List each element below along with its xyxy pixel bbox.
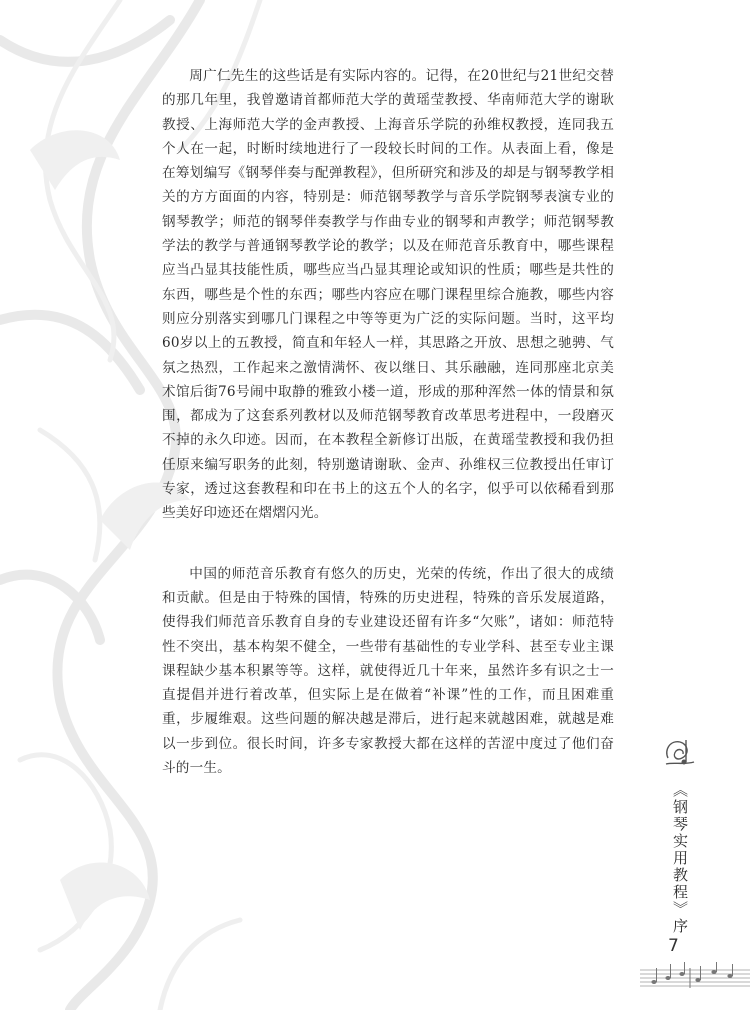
paragraph-2: 中国的师范音乐教育有悠久的历史，光荣的传统，作出了很大的成绩和贡献。但是由于特殊的国情，特殊的历史进程，特殊的音乐发展道路，使得我们师范音乐教育自身的专业建设还留有许多“欠账”，诸如：师范特性不突出，基本构架不健全，一些带有基础性的专业学科、甚至专业主课课程缺少基本积累等等。这样，就使得近几十年来，虽然许多有识之士一直提倡并进行着改革，但实际上是在做着“补课”性的工作，而且困难重重，步履维艰。这些问题的解决越是滞后，进行起来就越困难，就越是难以一步到位。很长时间，许多专家教授大都在这样的苦涩中度过了他们奋斗的一生。 (162, 565, 614, 777)
musical-score-emblem-icon (660, 732, 700, 772)
body-text (162, 64, 614, 780)
page-number: 7 (668, 936, 679, 956)
running-title: 《钢琴实用教程》序 (671, 782, 689, 935)
sheet-music-strip-icon (640, 960, 750, 1000)
paragraph-1: 周广仁先生的这些话是有实际内容的。记得，在20世纪与21世纪交替的那几年里，我曾邀请首都师范大学的黄瑶莹教授、华南师范大学的谢耿教授、上海师范大学的金声教授、上海音乐学院的孙维权教授，连同我五个人在一起，时断时续地进行了一段较长时间的工作。从表面上看，像是在筹划编写《钢琴伴奏与配弹教程》，但所研究和涉及的却是与钢琴教学相关的方方面面的内容，特别是：师范钢琴教学与音乐学院钢琴表演专业的钢琴教学；师范的钢琴伴奏教学与作曲专业的钢琴和声教学；师范钢琴教学法的教学与普通钢琴教学论的教学；以及在师范音乐教育中，哪些课程应当凸显其技能性质，哪些应当凸显其理论或知识的性质；哪些是共性的东西，哪些是个性的东西；哪些内容应在哪门课程里综合施教，哪些内容则应分别落实到哪几门课程之中等等更为广泛的实际问题。当时，这平均60岁以上的五教授，简直和年轻人一样，其思路之开放、思想之驰骋、气氛之热烈，工作起来之激情满怀、夜以继日、其乐融融，连同那座北京美术馆后街76号闹中取静的雅致小楼一道，形成的那种浑然一体的情景和氛围，都成为了这套系列教材以及师范钢琴教育改革思考进程中，一段磨灭不掉的永久印迹。因而，在本教程全新修订出版，在黄瑶莹教授和我仍担任原来编写职务的此刻，特别邀请谢耿、金声、孙维权三位教授出任审订专家，透过这套教程和印在书上的这五个人的名字，似乎可以依稀看到那些美好印迹还在熠熠闪光。 (162, 68, 614, 522)
